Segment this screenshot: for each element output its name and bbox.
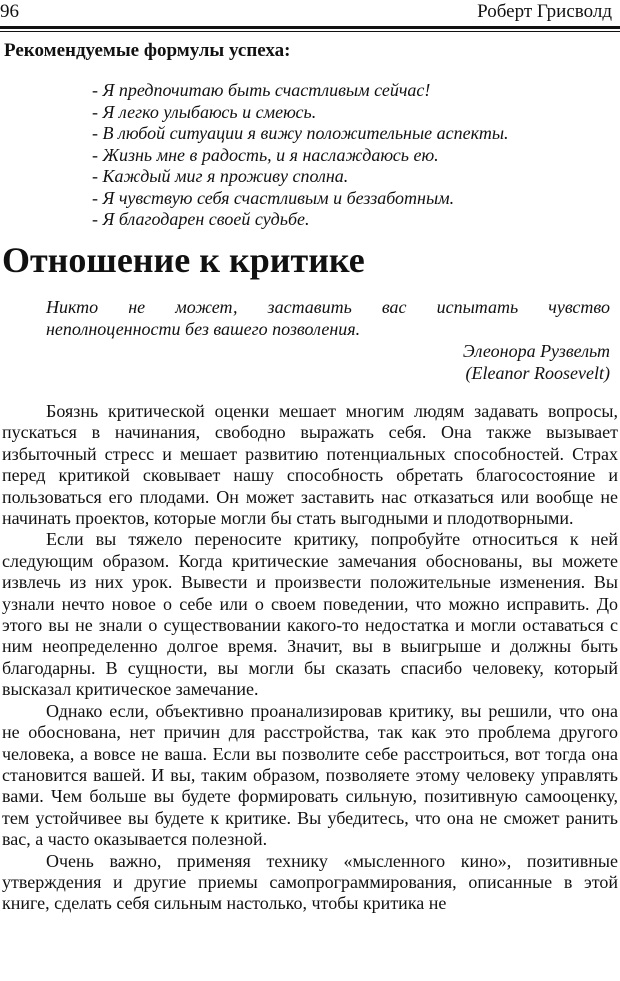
formula-item: - Я чувствую себя счастливым и беззаботным. (92, 187, 455, 208)
epigraph-author-ru: Элеонора Рузвельт (462, 341, 610, 361)
formula-item: - Я благодарен своей судьбе. (92, 209, 310, 229)
formula-item: - Я предпочитаю быть счастливым сейчас! (92, 80, 431, 100)
epigraph-line-2: неполноценности без вашего позволения. (46, 319, 361, 339)
epigraph-quote (46, 296, 610, 340)
formulas-heading: Рекомендуемые формулы успеха: (4, 40, 291, 61)
formula-item: - Жизнь мне в радость, и я наслаждаюсь ею. (92, 144, 439, 165)
page-header (0, 0, 620, 40)
formula-item: - В любой ситуации я вижу положительные аспекты. (92, 123, 509, 143)
epigraph-line-1: Никто не может, заставить вас испытать чувство (46, 297, 610, 317)
chapter-title: Отношение к критике (2, 240, 365, 280)
body-text (2, 401, 618, 915)
formula-item: - Я легко улыбаюсь и смеюсь. (92, 101, 317, 122)
body-paragraph: Однако если, объективно проанализировав критику, вы решили, что она не обоснована, нет причин для расстройства, так как это проблема другого человека, а вовсе не ваша. Если вы позволите себе расстроиться, вот тогда она становится вашей. И вы, таким образом, позволяете этому человеку управлять вами. Чем больше вы будете формировать сильную, позитивную самооценку, тем устойчивее вы будете к критике. Вы убедитесь, что она не сможет ранить вас, а часто оказывается полезной. (2, 700, 618, 850)
body-paragraph: Боязнь критической оценки мешает многим людям задавать вопросы, пускаться в начинания, свободно выражать себя. Она также вызывает избыточный стресс и мешает развитию потенциальных способностей. Страх перед критикой сковывает нашу способность обретать благосостояние и пользоваться его плодами. Он может заставить нас отказаться или вообще не начинать проектов, которые могли бы стать выгодными и плодотворными. (2, 401, 618, 529)
epigraph-author-en: (Eleanor Roosevelt) (465, 363, 610, 383)
page-number: 96 (0, 1, 19, 22)
body-paragraph: Очень важно, применяя технику «мысленного кино», позитивные утверждения и другие приемы самопрограммирования, описанные в этой книге, сделать себя сильным настолько, чтобы критика не (2, 850, 618, 914)
header-rule-thin (0, 31, 620, 32)
running-head: Роберт Грисволд (477, 1, 612, 22)
formulas-list (92, 80, 509, 231)
header-rule-thick (0, 26, 620, 29)
body-paragraph: Если вы тяжело переносите критику, попробуйте относиться к ней следующим образом. Когда критические замечания обоснованы, вы можете извлечь из них урок. Вывести и произвести положительные изменения. Вы узнали нечто новое о себе или о своем поведении, что можно исправить. До этого вы не знали о существовании какого-то недостатка и могли оставаться с ним неопределенно долгое время. Значит, вы в выигрыше и должны быть благодарны. В сущности, вы могли бы сказать спасибо человеку, который высказал критическое замечание. (2, 529, 618, 700)
formula-item: - Каждый миг я проживу сполна. (92, 166, 349, 186)
